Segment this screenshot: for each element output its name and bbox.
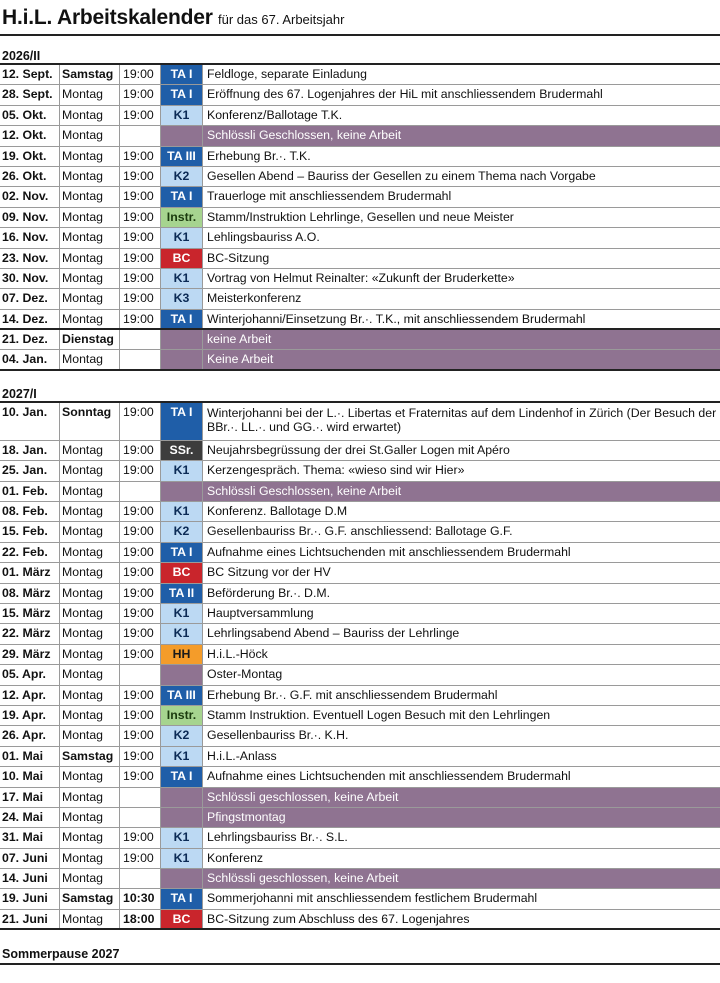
event-date: 01. Mai	[0, 747, 60, 766]
event-weekday: Montag	[60, 686, 120, 705]
event-weekday: Samstag	[60, 65, 120, 84]
event-description: Schlössli geschlossen, keine Arbeit	[203, 869, 720, 888]
event-type-badge: K2	[161, 522, 203, 541]
calendar-row	[0, 289, 720, 309]
summer-break-title: Sommerpause 2027	[0, 947, 720, 965]
event-type-badge: K1	[161, 106, 203, 125]
calendar-row	[0, 522, 720, 542]
event-time	[120, 482, 161, 501]
calendar-row	[0, 441, 720, 461]
event-description: Lehrlingsabend Abend – Bauriss der Lehrlinge	[207, 626, 460, 641]
event-weekday: Montag	[60, 441, 120, 460]
calendar-row	[0, 849, 720, 869]
document-header	[0, 0, 720, 36]
event-date: 12. Okt.	[0, 126, 60, 145]
event-description: Konferenz. Ballotage D.M	[207, 504, 348, 519]
calendar-row	[0, 269, 720, 289]
event-weekday: Montag	[60, 788, 120, 807]
event-time: 19:00	[120, 767, 161, 786]
event-time: 19:00	[120, 461, 161, 480]
event-weekday: Montag	[60, 624, 120, 643]
event-type-badge: TA I	[161, 65, 203, 84]
calendar-row	[0, 85, 720, 105]
calendar-row	[0, 228, 720, 248]
event-weekday: Montag	[60, 167, 120, 186]
calendar-table-2026-II	[0, 63, 720, 371]
event-type-badge: TA I	[161, 403, 203, 440]
event-weekday: Montag	[60, 310, 120, 328]
calendar-row	[0, 249, 720, 269]
event-time: 19:00	[120, 85, 161, 104]
event-type-badge: K2	[161, 167, 203, 186]
event-description: BC Sitzung vor der HV	[207, 565, 331, 580]
event-date: 05. Okt.	[0, 106, 60, 125]
event-time: 19:00	[120, 828, 161, 847]
event-description: Beförderung Br.·. D.M.	[207, 585, 331, 600]
calendar-row	[0, 604, 720, 624]
event-time: 19:00	[120, 289, 161, 308]
event-description: BC-Sitzung	[207, 250, 270, 265]
event-weekday: Dienstag	[60, 330, 120, 349]
calendar-row	[0, 208, 720, 228]
event-weekday: Montag	[60, 543, 120, 562]
event-date: 28. Sept.	[0, 85, 60, 104]
event-type-badge: TA I	[161, 543, 203, 562]
event-description: Kerzengespräch. Thema: «wieso sind wir Hier»	[207, 463, 465, 478]
event-date: 30. Nov.	[0, 269, 60, 288]
event-description: Hauptversammlung	[207, 605, 314, 620]
event-weekday: Montag	[60, 228, 120, 247]
event-time: 19:00	[120, 249, 161, 268]
event-type-badge: K1	[161, 461, 203, 480]
event-weekday: Montag	[60, 147, 120, 166]
event-date: 01. März	[0, 563, 60, 582]
event-date: 19. Okt.	[0, 147, 60, 166]
event-time: 19:00	[120, 269, 161, 288]
event-time: 19:00	[120, 310, 161, 328]
event-date: 23. Nov.	[0, 249, 60, 268]
event-weekday: Montag	[60, 249, 120, 268]
event-weekday: Montag	[60, 706, 120, 725]
calendar-row	[0, 910, 720, 930]
calendar-row	[0, 869, 720, 889]
event-date: 21. Dez.	[0, 330, 60, 349]
event-type-badge: BC	[161, 249, 203, 268]
event-type-badge: Instr.	[161, 208, 203, 227]
section-title-2027-I: 2027/I	[2, 386, 37, 401]
event-type-badge	[161, 350, 203, 368]
calendar-row	[0, 330, 720, 350]
event-type-badge: TA I	[161, 187, 203, 206]
calendar-row	[0, 788, 720, 808]
event-type-badge: TA I	[161, 889, 203, 908]
event-weekday: Montag	[60, 828, 120, 847]
event-date: 14. Dez.	[0, 310, 60, 328]
calendar-row	[0, 310, 720, 330]
event-date: 21. Juni	[0, 910, 60, 928]
calendar-row	[0, 65, 720, 85]
event-type-badge	[161, 788, 203, 807]
event-time	[120, 330, 161, 349]
event-date: 15. März	[0, 604, 60, 623]
event-time: 19:00	[120, 849, 161, 868]
event-type-badge: TA III	[161, 686, 203, 705]
event-time: 19:00	[120, 502, 161, 521]
event-weekday: Montag	[60, 187, 120, 206]
event-type-badge: TA I	[161, 310, 203, 328]
calendar-row	[0, 767, 720, 787]
event-weekday: Montag	[60, 584, 120, 603]
calendar-row	[0, 828, 720, 848]
event-time: 19:00	[120, 604, 161, 623]
event-date: 29. März	[0, 645, 60, 664]
event-time: 19:00	[120, 563, 161, 582]
document-subtitle: für das 67. Arbeitsjahr	[218, 12, 345, 27]
event-weekday: Montag	[60, 767, 120, 786]
calendar-row	[0, 126, 720, 146]
event-weekday: Montag	[60, 849, 120, 868]
event-time: 19:00	[120, 624, 161, 643]
event-time: 19:00	[120, 686, 161, 705]
event-date: 12. Sept.	[0, 65, 60, 84]
event-time: 10:30	[120, 889, 161, 908]
event-description: Aufnahme eines Lichtsuchenden mit anschliessendem Brudermahl	[207, 769, 571, 784]
event-weekday: Montag	[60, 502, 120, 521]
event-date: 01. Feb.	[0, 482, 60, 501]
calendar-row	[0, 167, 720, 187]
event-time	[120, 808, 161, 827]
calendar-row	[0, 624, 720, 644]
event-type-badge: K3	[161, 289, 203, 308]
event-description: Gesellen Abend – Bauriss der Gesellen zu einem Thema nach Vorgabe	[207, 168, 596, 183]
event-date: 14. Juni	[0, 869, 60, 888]
event-type-badge: K1	[161, 228, 203, 247]
calendar-row	[0, 106, 720, 126]
event-description: Konferenz	[207, 850, 264, 865]
event-description: Schlössli Geschlossen, keine Arbeit	[203, 482, 720, 501]
event-description: Trauerloge mit anschliessendem Brudermahl	[207, 189, 452, 204]
event-time	[120, 350, 161, 368]
event-description: BC-Sitzung zum Abschluss des 67. Logenjahres	[207, 911, 470, 926]
event-date: 07. Dez.	[0, 289, 60, 308]
event-weekday: Montag	[60, 808, 120, 827]
event-time: 19:00	[120, 543, 161, 562]
event-time: 19:00	[120, 65, 161, 84]
event-type-badge	[161, 330, 203, 349]
event-description: Sommerjohanni mit anschliessendem festlichem Brudermahl	[207, 891, 538, 906]
calendar-row	[0, 147, 720, 167]
event-description: Eröffnung des 67. Logenjahres der HiL mit anschliessendem Brudermahl	[207, 87, 603, 102]
event-date: 02. Nov.	[0, 187, 60, 206]
event-date: 08. März	[0, 584, 60, 603]
event-description: Neujahrsbegrüssung der drei St.Galler Logen mit Apéro	[207, 442, 510, 457]
event-type-badge	[161, 482, 203, 501]
event-time: 18:00	[120, 910, 161, 928]
event-weekday: Samstag	[60, 747, 120, 766]
calendar-row	[0, 502, 720, 522]
calendar-row	[0, 403, 720, 441]
event-type-badge	[161, 808, 203, 827]
event-time: 19:00	[120, 726, 161, 745]
event-time: 19:00	[120, 522, 161, 541]
event-description: keine Arbeit	[203, 330, 720, 349]
event-date: 10. Jan.	[0, 403, 60, 440]
event-date: 07. Juni	[0, 849, 60, 868]
event-time: 19:00	[120, 747, 161, 766]
event-type-badge: K1	[161, 269, 203, 288]
event-date: 15. Feb.	[0, 522, 60, 541]
calendar-row	[0, 543, 720, 563]
event-date: 19. Apr.	[0, 706, 60, 725]
event-description: Keine Arbeit	[203, 350, 720, 368]
calendar-row	[0, 747, 720, 767]
event-time: 19:00	[120, 106, 161, 125]
event-date: 05. Apr.	[0, 665, 60, 684]
calendar-row	[0, 889, 720, 909]
event-date: 26. Okt.	[0, 167, 60, 186]
event-weekday: Sonntag	[60, 403, 120, 440]
event-weekday: Montag	[60, 269, 120, 288]
section-title-2026-II: 2026/II	[2, 49, 41, 63]
event-date: 31. Mai	[0, 828, 60, 847]
event-date: 18. Jan.	[0, 441, 60, 460]
event-weekday: Montag	[60, 289, 120, 308]
calendar-row	[0, 350, 720, 370]
event-date: 09. Nov.	[0, 208, 60, 227]
event-weekday: Montag	[60, 869, 120, 888]
event-weekday: Montag	[60, 604, 120, 623]
calendar-row	[0, 563, 720, 583]
event-time: 19:00	[120, 147, 161, 166]
event-type-badge: K1	[161, 828, 203, 847]
event-weekday: Montag	[60, 726, 120, 745]
event-date: 25. Jan.	[0, 461, 60, 480]
calendar-row	[0, 584, 720, 604]
event-description: Winterjohanni/Einsetzung Br.·. T.K., mit anschliessendem Brudermahl	[207, 311, 586, 326]
event-description: Aufnahme eines Lichtsuchenden mit anschliessendem Brudermahl	[207, 544, 571, 559]
event-date: 17. Mai	[0, 788, 60, 807]
calendar-table-2027-I	[0, 401, 720, 930]
event-weekday: Montag	[60, 522, 120, 541]
calendar-row	[0, 645, 720, 665]
event-weekday: Montag	[60, 665, 120, 684]
event-weekday: Samstag	[60, 889, 120, 908]
event-time	[120, 126, 161, 145]
event-description: Schlössli geschlossen, keine Arbeit	[203, 788, 720, 807]
event-type-badge: K1	[161, 604, 203, 623]
calendar-row	[0, 726, 720, 746]
event-description: Stamm/Instruktion Lehrlinge, Gesellen und neue Meister	[207, 209, 514, 224]
event-type-badge: TA I	[161, 767, 203, 786]
event-date: 12. Apr.	[0, 686, 60, 705]
calendar-row	[0, 706, 720, 726]
calendar-row	[0, 665, 720, 685]
event-weekday: Montag	[60, 350, 120, 368]
event-weekday: Montag	[60, 106, 120, 125]
event-time: 19:00	[120, 441, 161, 460]
event-description: Gesellenbauriss Br.·. G.F. anschliessend: Ballotage G.F.	[207, 524, 513, 539]
event-time	[120, 665, 161, 684]
event-weekday: Montag	[60, 208, 120, 227]
event-type-badge: SSr.	[161, 441, 203, 460]
event-date: 08. Feb.	[0, 502, 60, 521]
event-time	[120, 788, 161, 807]
event-type-badge: TA II	[161, 584, 203, 603]
event-type-badge: K1	[161, 849, 203, 868]
event-weekday: Montag	[60, 482, 120, 501]
document-title: H.i.L. Arbeitskalender	[2, 6, 213, 29]
event-description: Erhebung Br.·. G.F. mit anschliessendem Brudermahl	[207, 687, 498, 702]
calendar-row	[0, 686, 720, 706]
event-date: 16. Nov.	[0, 228, 60, 247]
event-description: Erhebung Br.·. T.K.	[207, 148, 311, 163]
event-time: 19:00	[120, 645, 161, 664]
event-description: Feldloge, separate Einladung	[207, 67, 367, 81]
event-date: 10. Mai	[0, 767, 60, 786]
event-type-badge: K2	[161, 726, 203, 745]
event-weekday: Montag	[60, 563, 120, 582]
event-date: 19. Juni	[0, 889, 60, 908]
event-date: 24. Mai	[0, 808, 60, 827]
event-description: Konferenz/Ballotage T.K.	[207, 107, 343, 122]
event-type-badge: HH	[161, 645, 203, 664]
event-description: H.i.L.-Anlass	[207, 748, 277, 763]
event-description: Lehrlingsbauriss Br.·. S.L.	[207, 830, 348, 845]
event-type-badge: Instr.	[161, 706, 203, 725]
event-description: Meisterkonferenz	[207, 291, 302, 306]
event-description: Lehlingsbauriss A.O.	[207, 230, 320, 245]
event-date: 04. Jan.	[0, 350, 60, 368]
event-time: 19:00	[120, 706, 161, 725]
event-time: 19:00	[120, 584, 161, 603]
event-type-badge	[161, 869, 203, 888]
event-weekday: Montag	[60, 85, 120, 104]
event-date: 22. März	[0, 624, 60, 643]
event-date: 26. Apr.	[0, 726, 60, 745]
event-type-badge: TA I	[161, 85, 203, 104]
event-weekday: Montag	[60, 645, 120, 664]
calendar-row	[0, 482, 720, 502]
event-type-badge: BC	[161, 563, 203, 582]
calendar-row	[0, 808, 720, 828]
event-description: H.i.L.-Höck	[207, 646, 268, 661]
event-type-badge: K1	[161, 624, 203, 643]
event-date: 22. Feb.	[0, 543, 60, 562]
event-description: Pfingstmontag	[203, 808, 720, 827]
event-type-badge: K1	[161, 747, 203, 766]
calendar-row	[0, 461, 720, 481]
event-type-badge	[161, 126, 203, 145]
event-description: Winterjohanni bei der L.·. Libertas et Fraternitas auf dem Lindenhof in Zürich (Der Besuch der BBr.·. LL.·. und GG.·. wird erwartet)	[207, 405, 717, 434]
event-description: Gesellenbauriss Br.·. K.H.	[207, 728, 349, 743]
event-type-badge	[161, 665, 203, 684]
event-type-badge: TA III	[161, 147, 203, 166]
event-time: 19:00	[120, 187, 161, 206]
event-type-badge: K1	[161, 502, 203, 521]
event-time: 19:00	[120, 228, 161, 247]
event-weekday: Montag	[60, 126, 120, 145]
calendar-row	[0, 187, 720, 207]
event-time: 19:00	[120, 167, 161, 186]
event-weekday: Montag	[60, 461, 120, 480]
event-description: Oster-Montag	[207, 667, 283, 682]
event-type-badge: BC	[161, 910, 203, 928]
event-time: 19:00	[120, 403, 161, 440]
event-description: Stamm Instruktion. Eventuell Logen Besuch mit den Lehrlingen	[207, 707, 551, 722]
event-time: 19:00	[120, 208, 161, 227]
event-description: Vortrag von Helmut Reinalter: «Zukunft der Bruderkette»	[207, 270, 515, 285]
event-weekday: Montag	[60, 910, 120, 928]
event-description: Schlössli Geschlossen, keine Arbeit	[203, 126, 720, 145]
event-time	[120, 869, 161, 888]
